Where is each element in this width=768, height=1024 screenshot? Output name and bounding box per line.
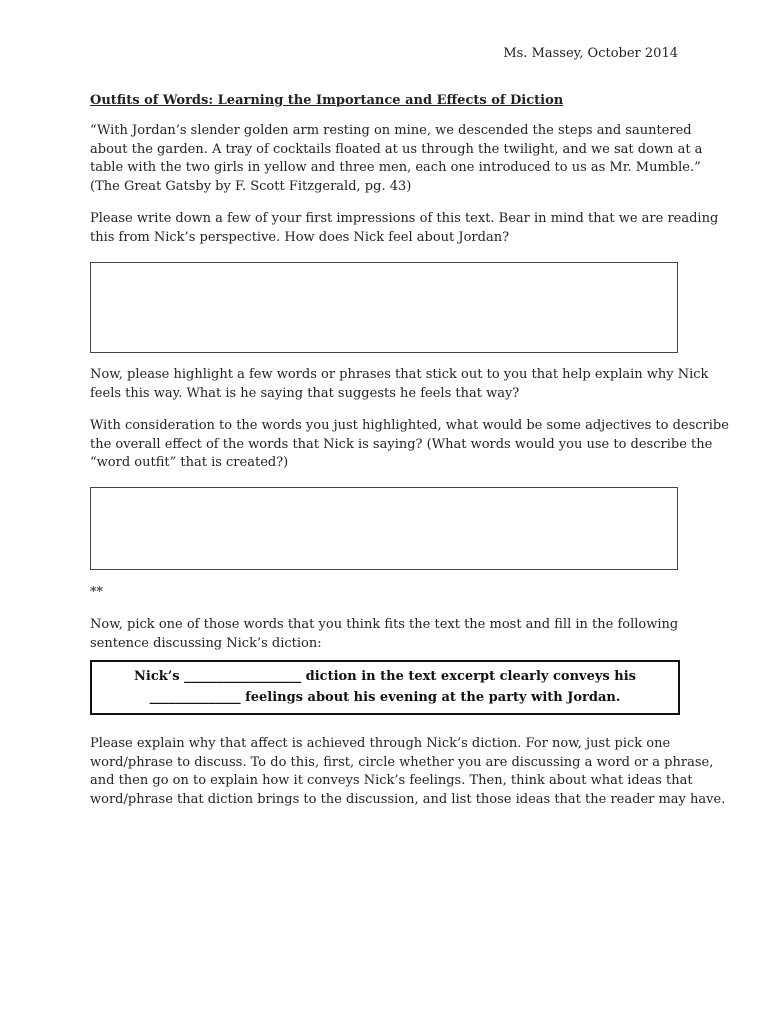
prompt-line: sentence discussing Nick’s diction: — [90, 635, 322, 651]
prompt-first-impressions — [90, 210, 719, 247]
quote-block — [90, 122, 703, 196]
quote-citation: (The Great Gatsby by F. Scott Fitzgerald, pg. 43) — [90, 178, 412, 194]
prompt-line: Now, pick one of those words that you think fits the text the most and fill in the following — [90, 617, 679, 632]
answer-box-adjectives[interactable] — [90, 487, 678, 570]
prompt-line: word/phrase that diction brings to the discussion, and list those ideas that the reader may have. — [90, 791, 726, 807]
prompt-explain-diction — [90, 735, 726, 809]
quote-line: table with the two girls in yellow and three men, each one introduced to us as Mr. Mumble.” — [90, 160, 701, 175]
sentence-line: Nick’s __________________ diction in the text excerpt clearly conveys his — [134, 669, 636, 684]
prompt-line: With consideration to the words you just highlighted, what would be some adjectives to describe — [90, 418, 729, 433]
quote-line: “With Jordan’s slender golden arm resting on mine, we descended the steps and sauntered — [90, 123, 692, 138]
prompt-pick-word — [90, 616, 690, 653]
answer-box-impressions[interactable] — [90, 262, 678, 353]
prompt-line: word/phrase to discuss. To do this, first, circle whether you are discussing a word or a phrase, — [90, 754, 714, 770]
sentence-line: ______________ feelings about his evening at the party with Jordan. — [149, 690, 621, 705]
prompt-highlight-words — [90, 366, 709, 403]
separator: ** — [90, 585, 103, 600]
prompt-adjectives — [90, 417, 729, 473]
prompt-line: and then go on to explain how it conveys Nick’s feelings. Then, think about what ideas that — [90, 773, 693, 788]
quote-line: about the garden. A tray of cocktails floated at us through the twilight, and we sat down at a — [90, 141, 703, 157]
prompt-line: the overall effect of the words that Nick is saying? (What words would you use to describe the — [90, 436, 713, 452]
fill-in-sentence-box[interactable] — [90, 660, 680, 715]
prompt-line: Now, please highlight a few words or phrases that stick out to you that help explain why Nick — [90, 367, 709, 382]
worksheet-title: Outfits of Words: Learning the Importance and Effects of Diction — [90, 93, 564, 108]
prompt-line: Please write down a few of your first impressions of this text. Bear in mind that we are reading — [90, 211, 719, 226]
prompt-line: feels this way. What is he saying that suggests he feels that way? — [90, 385, 520, 401]
prompt-line: this from Nick’s perspective. How does Nick feel about Jordan? — [90, 229, 510, 245]
prompt-line: Please explain why that affect is achieved through Nick’s diction. For now, just pick one — [90, 736, 671, 751]
author-date: Ms. Massey, October 2014 — [503, 46, 678, 61]
prompt-line: “word outfit” that is created?) — [90, 455, 289, 470]
